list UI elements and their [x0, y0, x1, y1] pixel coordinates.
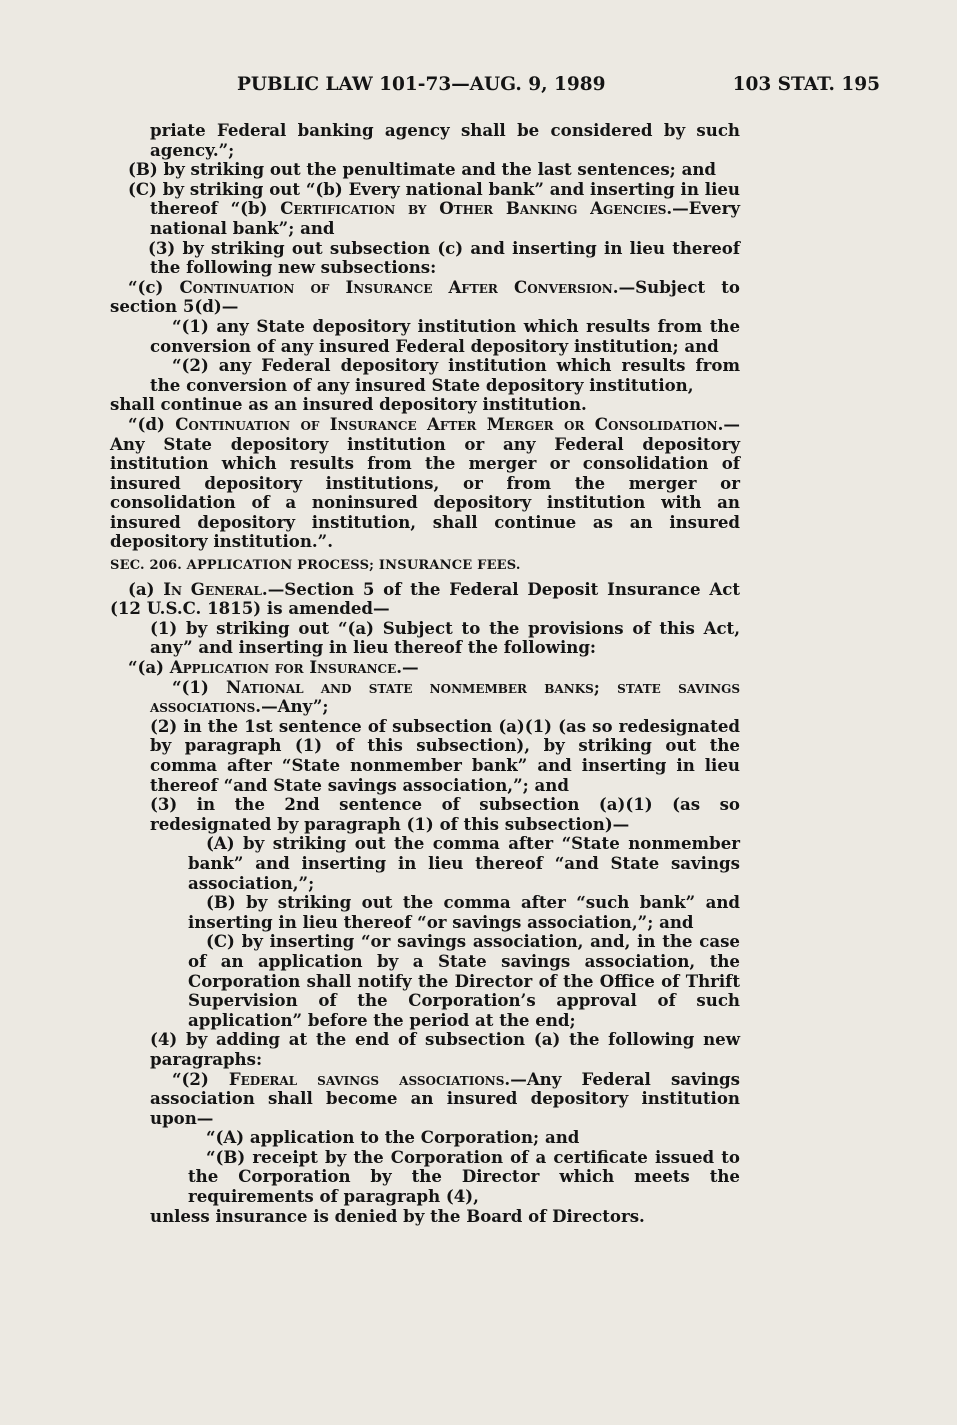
small-caps-heading: Application for Insurance. — [169, 657, 403, 678]
paragraph: (2) in the 1st sentence of subsection (a)(1) (as so redesignated by paragraph (1) of this subsection), by striking out the comma after “State nonmember bank” and inserting in lieu thereof “and State savings association,”; and — [150, 715, 740, 795]
paragraph: (B) by striking out the comma after “such bank” and inserting in lieu thereof “or savings association,”; and — [188, 892, 740, 932]
paragraph: unless insurance is denied by the Board of Directors. — [150, 1205, 645, 1226]
section-heading: SEC. 206. APPLICATION PROCESS; INSURANCE FEES. — [110, 558, 521, 574]
paragraph: (a) In General.—Section 5 of the Federal Deposit Insurance Act (12 U.S.C. 1815) is amended— — [110, 578, 740, 619]
paragraph: (B) by striking out the penultimate and the last sentences; and — [128, 159, 717, 180]
paragraph: (C) by inserting “or savings association, and, in the case of an application by a State savings association, the Corporation shall notify the Director of the Office of Thrift Supervision of the Corporation’s approval of such application” before the period at the end; — [188, 931, 740, 1030]
paragraph: “(d) Continuation of Insurance After Merger or Consolidation.—Any State depository institution or any Federal depository institution which results from the merger or consolidation of insured depository institutions, or from the merger or consolidation of a noninsured depository institution with an insured depository institution, shall continue as an insured depository institution.”. — [110, 413, 740, 552]
small-caps-heading: Federal savings associations. — [228, 1068, 511, 1089]
running-header — [0, 74, 957, 98]
header-title: PUBLIC LAW 101-73—AUG. 9, 1989 — [237, 74, 606, 95]
small-caps-heading: National and state nonmember banks; state savings associations. — [150, 676, 740, 717]
paragraph: “(B) receipt by the Corporation of a certificate issued to the Corporation by the Director which meets the requirements of paragraph (4), — [188, 1146, 740, 1207]
paragraph: (3) by striking out subsection (c) and inserting in lieu thereof the following new subsections: — [148, 237, 740, 278]
paragraph: “(1) National and state nonmember banks; state savings associations.—Any”; — [150, 676, 740, 717]
paragraph: “(A) application to the Corporation; and — [206, 1127, 580, 1148]
paragraph: “(1) any State depository institution which results from the conversion of any insured Federal depository institution; and — [150, 315, 740, 356]
small-caps-heading: In General. — [163, 578, 268, 599]
small-caps-heading: Continuation of Insurance After Conversion. — [179, 276, 619, 297]
paragraph: (C) by striking out “(b) Every national bank” and inserting in lieu thereof “(b) Certification by Other Banking Agencies.—Every national bank”; and — [128, 178, 740, 238]
paragraph: (3) in the 2nd sentence of subsection (a)(1) (as so redesignated by paragraph (1) of this subsection)— — [150, 794, 740, 834]
paragraph: “(c) Continuation of Insurance After Conversion.—Subject to section 5(d)— — [110, 276, 740, 317]
paragraph: (A) by striking out the comma after “State nonmember bank” and inserting in lieu thereof “and State savings association,”; — [188, 833, 740, 893]
paragraph: priate Federal banking agency shall be considered by such agency.”; — [150, 120, 740, 160]
small-caps-heading: Continuation of Insurance After Merger or Consolidation. — [175, 413, 724, 434]
header-stat-page: 103 STAT. 195 — [732, 74, 880, 95]
paragraph: “(2) Federal savings associations.—Any Federal savings association shall become an insured depository institution upon— — [150, 1068, 740, 1128]
paragraph: “(2) any Federal depository institution which results from the conversion of any insured State depository institution, — [150, 355, 740, 395]
body-text — [110, 121, 740, 1226]
paragraph: (4) by adding at the end of subsection (a) the following new paragraphs: — [150, 1029, 740, 1069]
paragraph: shall continue as an insured depository institution. — [110, 394, 587, 415]
paragraph: (1) by striking out “(a) Subject to the provisions of this Act, any” and inserting in lieu thereof the following: — [150, 617, 740, 658]
small-caps-heading: Certification by Other Banking Agencies. — [280, 198, 673, 219]
paragraph: “(a) Application for Insurance.— — [128, 657, 419, 678]
